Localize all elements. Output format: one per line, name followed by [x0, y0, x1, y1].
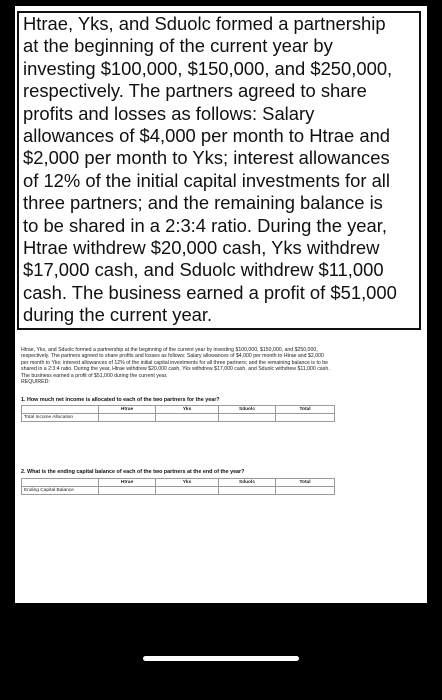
header-yks: Yks	[156, 479, 219, 487]
problem-line: to be shared in a 2:3:4 ratio. During the year,	[23, 214, 387, 236]
header-sduolc: Sduolc	[219, 479, 276, 487]
answer-cell-sduolc[interactable]	[219, 487, 276, 495]
answer-cell-htrae[interactable]	[99, 487, 156, 495]
ending-capital-table	[21, 478, 335, 495]
small-text-line: The business earned a profit of $51,000 during the current year.	[21, 372, 168, 379]
problem-line: of 12% of the initial capital investments for all	[23, 169, 390, 191]
problem-line: respectively. The partners agreed to share	[23, 80, 367, 102]
question-1: 1. How much net income is allocated to each of the two partners for the year?	[21, 397, 220, 403]
problem-line: three partners; and the remaining balance is	[23, 192, 383, 214]
answer-cell-total[interactable]	[276, 414, 335, 422]
table-header-row	[22, 479, 335, 487]
problem-line: allowances of $4,000 per month to Htrae and	[23, 125, 391, 147]
table-header-row	[22, 406, 335, 414]
answer-cell-htrae[interactable]	[99, 414, 156, 422]
problem-line: profits and losses as follows: Salary	[23, 102, 315, 124]
problem-line: at the beginning of the current year by	[23, 35, 333, 57]
problem-statement	[17, 11, 421, 330]
small-text-line: per month to Yks; interest allowances of 12% of the initial capital investments for all three partners; and the remaining balance is to be	[21, 359, 328, 366]
home-indicator[interactable]	[143, 656, 299, 661]
small-text-line: Htrae, Yks, and Sduolc formed a partnership at the beginning of the current year by investing $100,000, $150,000, and $250,000,	[21, 347, 318, 353]
small-text-line: respectively. The partners agreed to share profits and losses as follows: Salary allowances of $4,000 per month to Htrae and $2,000	[21, 353, 324, 360]
header-htrae: Htrae	[99, 406, 156, 414]
answer-cell-yks[interactable]	[156, 414, 219, 422]
income-allocation-table	[21, 405, 335, 422]
problem-line: investing $100,000, $150,000, and $250,000,	[23, 57, 393, 79]
answer-cell-sduolc[interactable]	[219, 414, 276, 422]
header-yks: Yks	[156, 406, 219, 414]
header-sduolc: Sduolc	[219, 406, 276, 414]
row-label: Ending Capital Balance	[22, 487, 99, 495]
header-total: Total	[276, 406, 335, 414]
problem-line: $17,000 cash, and Sduolc withdrew $11,000	[23, 259, 384, 281]
problem-line: Htrae withdrew $20,000 cash, Yks withdrew	[23, 237, 380, 259]
problem-line: Htrae, Yks, and Sduolc formed a partnership	[23, 13, 386, 34]
table-row	[22, 487, 335, 495]
header-total: Total	[276, 479, 335, 487]
problem-line: $2,000 per month to Yks; interest allowances	[23, 147, 390, 169]
header-blank	[22, 479, 99, 487]
row-label: Total Income Allocation	[22, 414, 99, 422]
header-blank	[22, 406, 99, 414]
small-text-line: shared in a 2:3:4 ratio. During the year, Htrae withdrew $20,000 cash, Yks withdrew $17,000 cash, and Sduolc withdrew $11,000 cash.	[21, 366, 330, 373]
header-htrae: Htrae	[99, 479, 156, 487]
answer-cell-total[interactable]	[276, 487, 335, 495]
required-label: REQUIRED:	[21, 379, 50, 386]
small-problem-text	[21, 347, 416, 385]
table-row	[22, 414, 335, 422]
problem-line: cash. The business earned a profit of $51,000	[23, 281, 397, 303]
answer-cell-yks[interactable]	[156, 487, 219, 495]
question-2: 2. What is the ending capital balance of each of the two partners at the end of the year?	[21, 469, 245, 475]
problem-line: during the current year.	[23, 304, 213, 326]
